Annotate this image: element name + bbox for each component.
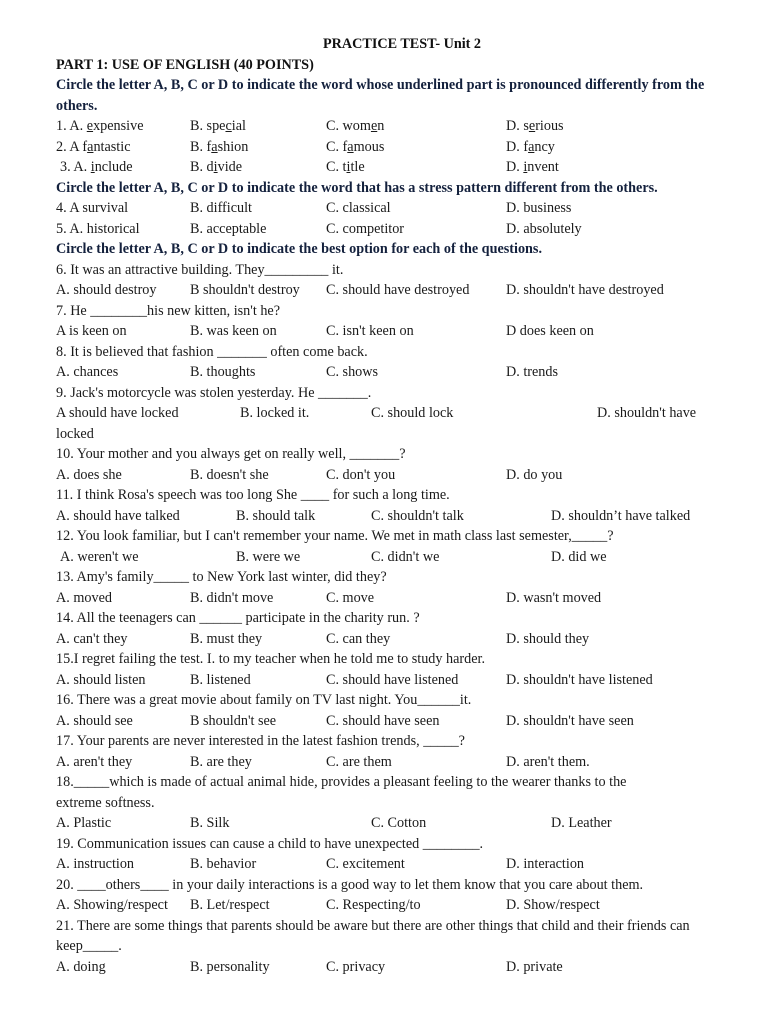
option-d: D. shouldn't have seen bbox=[506, 712, 634, 729]
option-b: B. didn't move bbox=[190, 589, 274, 606]
option-c: C. are them bbox=[326, 753, 392, 770]
option-c: C. don't you bbox=[326, 466, 396, 483]
option-a: A. chances bbox=[56, 364, 119, 380]
option-c: C. Cotton bbox=[371, 815, 427, 831]
option-a: A. instruction bbox=[56, 856, 135, 872]
option-d: D does keen on bbox=[506, 323, 594, 339]
option-a: A. should see bbox=[56, 712, 133, 729]
option-c: C. excitement bbox=[326, 856, 405, 872]
option-b: B. listened bbox=[190, 671, 251, 688]
option-a: A. Plastic bbox=[56, 815, 112, 831]
part-heading: PART 1: USE OF ENGLISH (40 POINTS) bbox=[56, 56, 314, 73]
option-b: B. difficult bbox=[190, 200, 253, 216]
option-b: B. should talk bbox=[236, 507, 316, 524]
options-row bbox=[56, 957, 736, 978]
option-continuation: locked bbox=[56, 425, 94, 442]
option-b: B. personality bbox=[190, 958, 270, 975]
option-a: A. should destroy bbox=[56, 282, 157, 298]
question-stem: 19. Communication issues can cause a child to have unexpected ________. bbox=[56, 835, 484, 852]
question-stem: 9. Jack's motorcycle was stolen yesterday. He _______. bbox=[56, 384, 372, 401]
options-row bbox=[56, 403, 736, 424]
option-a: 2. A fantastic bbox=[56, 138, 131, 155]
question-stem: 17. Your parents are never interested in the latest fashion trends, _____? bbox=[56, 733, 465, 749]
question-row-1 bbox=[56, 116, 736, 137]
question-stem: 10. Your mother and you always get on really well, _______? bbox=[56, 446, 406, 462]
question-stem: 13. Amy's family_____ to New York last winter, did they? bbox=[56, 569, 387, 585]
option-d: D. wasn't moved bbox=[506, 589, 602, 606]
option-c: C. should have seen bbox=[326, 712, 440, 729]
option-d: D. business bbox=[506, 200, 572, 216]
option-c: C. isn't keen on bbox=[326, 323, 414, 339]
option-d: D. interaction bbox=[506, 856, 585, 872]
option-d: D. serious bbox=[506, 118, 564, 134]
question-row-5 bbox=[56, 219, 736, 240]
options-row bbox=[56, 547, 736, 568]
option-d: D. Show/respect bbox=[506, 897, 600, 913]
question-stem-continuation: keep_____. bbox=[56, 938, 122, 954]
option-c: C. shouldn't talk bbox=[371, 507, 464, 524]
options-row bbox=[56, 506, 736, 527]
option-c: C. move bbox=[326, 589, 375, 606]
question-row-3 bbox=[56, 157, 736, 178]
option-a: A. moved bbox=[56, 589, 112, 606]
instruction-pronunciation: Circle the letter A, B, C or D to indicate the word whose underlined part is pronounced differently from the others. bbox=[56, 77, 705, 114]
option-d: D. trends bbox=[506, 364, 559, 380]
option-b: B. were we bbox=[236, 548, 301, 565]
options-row bbox=[56, 588, 736, 609]
option-d: D. should they bbox=[506, 630, 590, 647]
option-d: D. invent bbox=[506, 159, 559, 175]
options-row bbox=[56, 854, 736, 875]
options-row bbox=[56, 895, 736, 916]
option-a: A. Showing/respect bbox=[56, 897, 168, 913]
option-b: B. Let/respect bbox=[190, 897, 270, 913]
option-d: D. shouldn't have destroyed bbox=[506, 282, 664, 298]
option-c: C. privacy bbox=[326, 958, 386, 975]
option-d: D. did we bbox=[551, 548, 607, 565]
option-a: A. aren't they bbox=[56, 753, 133, 770]
options-row bbox=[56, 629, 736, 650]
options-row bbox=[56, 711, 736, 732]
options-row bbox=[56, 280, 736, 301]
question-stem: 6. It was an attractive building. They_________ it. bbox=[56, 261, 344, 278]
option-b: B. divide bbox=[190, 159, 243, 175]
option-c: C. classical bbox=[326, 200, 391, 216]
option-a: 4. A survival bbox=[56, 200, 129, 216]
page-title: PRACTICE TEST- Unit 2 bbox=[322, 36, 482, 52]
option-b: B. acceptable bbox=[190, 220, 267, 237]
option-b: B. Silk bbox=[190, 815, 230, 831]
option-d: D. do you bbox=[506, 466, 563, 483]
option-b: B shouldn't see bbox=[190, 712, 277, 729]
option-b: B. special bbox=[190, 118, 246, 134]
option-d: D. Leather bbox=[551, 815, 612, 831]
option-c: C. women bbox=[326, 118, 385, 134]
option-a: 1. A. expensive bbox=[56, 118, 144, 134]
option-b: B shouldn't destroy bbox=[190, 282, 300, 298]
option-d: D. shouldn't have listened bbox=[506, 671, 653, 688]
option-c: C. famous bbox=[326, 138, 385, 155]
question-stem: 12. You look familiar, but I can't remember your name. We met in math class last semester,_____? bbox=[56, 528, 614, 544]
option-b: B. doesn't she bbox=[190, 466, 269, 483]
options-row bbox=[56, 321, 736, 342]
option-a: A. doing bbox=[56, 958, 106, 975]
option-b: B. was keen on bbox=[190, 323, 277, 339]
question-stem: 11. I think Rosa's speech was too long She ____ for such a long time. bbox=[56, 487, 450, 503]
option-c: C. can they bbox=[326, 630, 391, 647]
option-c: C. Respecting/to bbox=[326, 897, 421, 913]
options-row bbox=[56, 752, 736, 773]
option-a: A. does she bbox=[56, 466, 122, 483]
worksheet-page bbox=[56, 34, 736, 977]
option-a: A. should have talked bbox=[56, 507, 180, 524]
question-stem: 18._____which is made of actual animal hide, provides a pleasant feeling to the wearer thanks to the bbox=[56, 774, 627, 790]
option-c: C. competitor bbox=[326, 220, 405, 237]
option-c: C. shows bbox=[326, 364, 379, 380]
option-a: A. should listen bbox=[56, 671, 146, 688]
question-stem: 7. He ________his new kitten, isn't he? bbox=[56, 302, 281, 319]
question-stem: 15.I regret failing the test. I. to my teacher when he told me to study harder. bbox=[56, 651, 486, 667]
question-stem: 21. There are some things that parents should be aware but there are other things that child and their friends can bbox=[56, 917, 690, 934]
option-c: C. should have listened bbox=[326, 671, 459, 688]
option-d: D. fancy bbox=[506, 138, 555, 155]
option-d: D. private bbox=[506, 958, 563, 975]
question-row-2 bbox=[56, 137, 736, 158]
option-b: B. behavior bbox=[190, 856, 257, 872]
question-row-4 bbox=[56, 198, 736, 219]
option-a: 3. A. include bbox=[60, 159, 133, 175]
instruction-best-option: Circle the letter A, B, C or D to indicate the best option for each of the questions. bbox=[56, 241, 543, 257]
question-stem: 20. ____others____ in your daily interactions is a good way to let them know that you care about them. bbox=[56, 876, 644, 893]
option-b: B. fashion bbox=[190, 138, 249, 155]
option-a: A. weren't we bbox=[60, 548, 139, 565]
option-c: C. should have destroyed bbox=[326, 282, 470, 298]
option-c: C. title bbox=[326, 159, 365, 175]
option-b: B. are they bbox=[190, 753, 252, 770]
option-c: C. didn't we bbox=[371, 548, 440, 565]
question-stem-continuation: extreme softness. bbox=[56, 794, 155, 811]
option-d: D. shouldn't have bbox=[597, 405, 697, 421]
question-stem: 16. There was a great movie about family on TV last night. You______it. bbox=[56, 692, 472, 708]
option-c: C. should lock bbox=[371, 405, 454, 421]
option-a: A is keen on bbox=[56, 323, 127, 339]
option-d: D. aren't them. bbox=[506, 753, 590, 770]
option-b: B. locked it. bbox=[240, 405, 310, 421]
instruction-stress: Circle the letter A, B, C or D to indicate the word that has a stress pattern different from the others. bbox=[56, 179, 658, 196]
option-d: D. absolutely bbox=[506, 220, 582, 237]
options-row bbox=[56, 465, 736, 486]
options-row bbox=[56, 670, 736, 691]
option-a: 5. A. historical bbox=[56, 220, 140, 237]
options-row bbox=[56, 813, 736, 834]
option-a: A should have locked bbox=[56, 405, 179, 421]
question-stem: 8. It is believed that fashion _______ often come back. bbox=[56, 343, 368, 360]
option-b: B. thoughts bbox=[190, 364, 256, 380]
options-row bbox=[56, 362, 736, 383]
option-b: B. must they bbox=[190, 630, 263, 647]
option-a: A. can't they bbox=[56, 630, 128, 647]
option-d: D. shouldn’t have talked bbox=[551, 507, 691, 524]
question-stem: 14. All the teenagers can ______ participate in the charity run. ? bbox=[56, 610, 420, 626]
